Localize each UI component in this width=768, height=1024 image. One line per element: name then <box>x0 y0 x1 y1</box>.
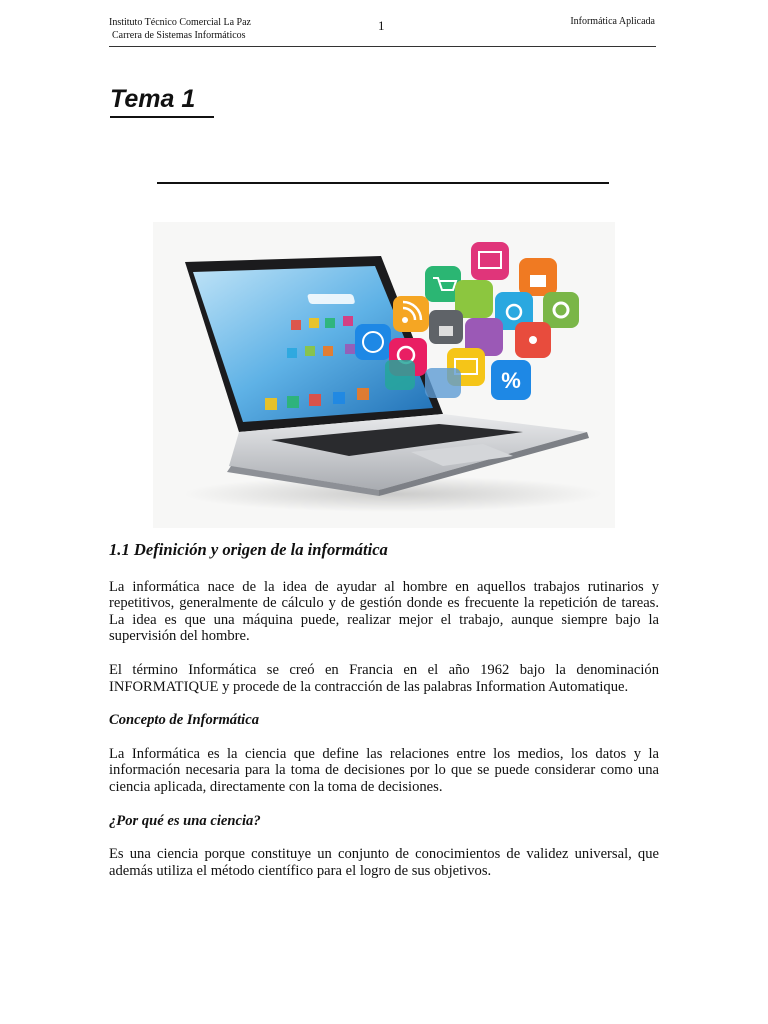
header-institution <box>109 16 251 42</box>
paragraph-concept: La Informática es la ciencia que define las relaciones entre los medios, los datos y la información necesaria para la toma de decisiones por lo que se puede considerar como una ciencia aplicada, directamente con la toma de decisiones. <box>109 745 659 795</box>
header-divider <box>109 46 656 47</box>
paragraph-term: El término Informática se creó en Francia en el año 1962 bajo la denominación INFORMATIQUE y procede de la contracción de las palabras Information Automatique. <box>109 661 659 695</box>
film-icon <box>471 242 509 280</box>
program-name: Carrera de Sistemas Informáticos <box>112 30 246 41</box>
svg-text:%: % <box>501 368 521 393</box>
section-heading: 1.1 Definición y origen de la informática <box>109 540 388 559</box>
paragraph-origin: La informática nace de la idea de ayudar al hombre en aquellos trabajos rutinarios y repetitivos, generalmente de cálculo y de gestión donde es frecuente la repetición de tareas. La idea es que una máquina puede, realizar mejor el trabajo, aunque siempre bajo la supervisión del hombre. <box>109 578 659 645</box>
chat-icon <box>385 360 415 390</box>
course-name: Informática Aplicada <box>570 16 655 27</box>
concept-heading: Concepto de Informática <box>109 712 259 729</box>
paragraph-science: Es una ciencia porque constituye un conjunto de conocimientos de validez universal, que además utiliza el método científico para el logro de sus objetivos. <box>109 846 659 879</box>
laptop-illustration-svg <box>153 222 615 528</box>
institution-name: Instituto Técnico Comercial La Paz <box>109 17 251 28</box>
laptop-apps-illustration <box>153 222 615 528</box>
science-heading: ¿Por qué es una ciencia? <box>109 812 261 829</box>
section-content <box>109 542 659 896</box>
title-underline-rule <box>157 182 609 184</box>
globe-icon <box>355 324 391 360</box>
page-number: 1 <box>378 18 385 33</box>
gears-icon <box>543 292 579 328</box>
rss-icon <box>393 296 429 332</box>
chapter-title: Tema 1 <box>110 84 214 118</box>
text-icon <box>425 368 461 398</box>
